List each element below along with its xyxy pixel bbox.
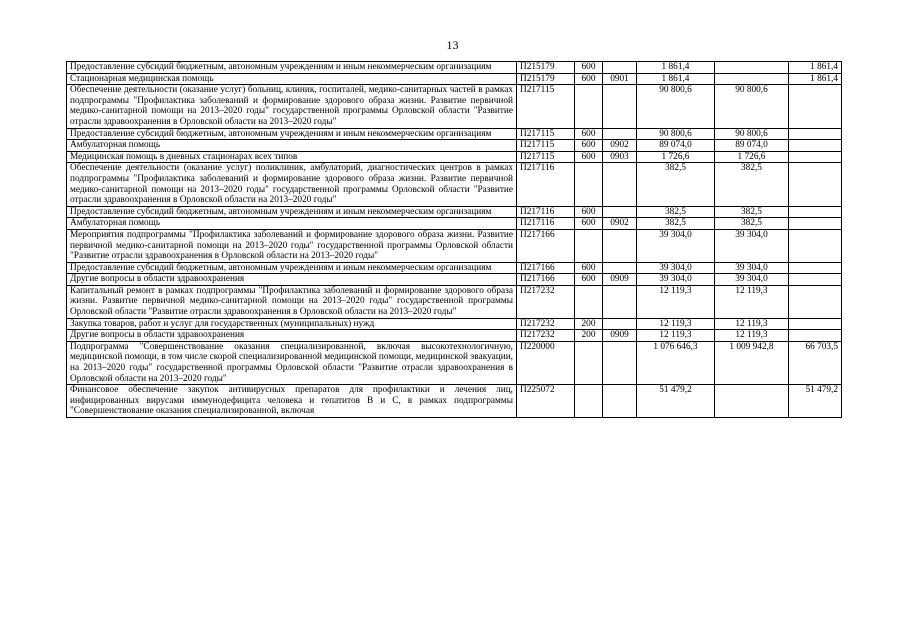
- row-description: Обеспечение деятельности (оказание услуг) больниц, клиник, госпиталей, медико-санитарных частей в рамках подпрограммы "Профилактика заболеваний и формирование здорового образа жизни. Развитие первичной медико-санитарной помощи на 2013–2020 годы" государственной программы Орловской области "Развитие отрасли здравоохранения в Орловской области на 2013–2020 годы": [67, 85, 517, 128]
- regional-amount: 89 074,0: [715, 140, 789, 152]
- row-description: Предоставление субсидий бюджетным, автономным учреждениям и иным некоммерческим организациям: [67, 262, 517, 274]
- table-row: [67, 218, 842, 230]
- table-row: [67, 341, 842, 384]
- federal-amount: 66 703,5: [789, 341, 842, 384]
- target-article-code: П215179: [517, 73, 575, 85]
- target-article-code: П217116: [517, 218, 575, 230]
- table-row: [67, 229, 842, 262]
- total-amount: 382,5: [637, 206, 715, 218]
- table-row: [67, 140, 842, 152]
- table-row: [67, 206, 842, 218]
- expense-type-code: 600: [575, 73, 603, 85]
- regional-amount: 1 009 942,8: [715, 341, 789, 384]
- regional-amount: 39 304,0: [715, 229, 789, 262]
- row-description: Мероприятия подпрограммы "Профилактика заболеваний и формирование здорового образа жизни. Развитие первичной медико-санитарной помощи на 2013–2020 годы" государственной программы Орловской области "Развитие отрасли здравоохранения в Орловской области на 2013–2020 годы": [67, 229, 517, 262]
- target-article-code: П217115: [517, 85, 575, 128]
- row-description: Медицинская помощь в дневных стационарах всех типов: [67, 151, 517, 163]
- total-amount: 12 119,3: [637, 330, 715, 342]
- federal-amount: [789, 274, 842, 286]
- regional-amount: 90 800,6: [715, 128, 789, 140]
- regional-amount: [715, 62, 789, 74]
- expense-type-code: 600: [575, 218, 603, 230]
- page-number: 13: [446, 38, 459, 52]
- section-code: 0901: [603, 73, 637, 85]
- row-description: Закупка товаров, работ и услуг для государственных (муниципальных) нужд: [67, 318, 517, 330]
- row-description: Другие вопросы в области здравоохранения: [67, 330, 517, 342]
- total-amount: 1 861,4: [637, 73, 715, 85]
- section-code: [603, 128, 637, 140]
- table-row: [67, 318, 842, 330]
- federal-amount: [789, 262, 842, 274]
- regional-amount: 382,5: [715, 163, 789, 206]
- table-row: [67, 85, 842, 128]
- federal-amount: [789, 163, 842, 206]
- total-amount: 39 304,0: [637, 262, 715, 274]
- federal-amount: [789, 85, 842, 128]
- target-article-code: П217166: [517, 274, 575, 286]
- expense-type-code: [575, 385, 603, 418]
- section-code: [603, 163, 637, 206]
- target-article-code: П225072: [517, 385, 575, 418]
- federal-amount: 1 861,4: [789, 73, 842, 85]
- row-description: Стационарная медицинская помощь: [67, 73, 517, 85]
- table-row: [67, 274, 842, 286]
- total-amount: 12 119,3: [637, 285, 715, 318]
- section-code: 0902: [603, 218, 637, 230]
- target-article-code: П217115: [517, 128, 575, 140]
- federal-amount: [789, 285, 842, 318]
- table-row: [67, 128, 842, 140]
- expense-type-code: [575, 163, 603, 206]
- row-description: Предоставление субсидий бюджетным, автономным учреждениям и иным некоммерческим организациям: [67, 62, 517, 74]
- expense-type-code: [575, 85, 603, 128]
- target-article-code: П220000: [517, 341, 575, 384]
- row-description: Амбулаторная помощь: [67, 140, 517, 152]
- target-article-code: П217166: [517, 262, 575, 274]
- row-description: Предоставление субсидий бюджетным, автономным учреждениям и иным некоммерческим организациям: [67, 206, 517, 218]
- federal-amount: 1 861,4: [789, 62, 842, 74]
- federal-amount: 51 479,2: [789, 385, 842, 418]
- federal-amount: [789, 140, 842, 152]
- regional-amount: 90 800,6: [715, 85, 789, 128]
- target-article-code: П217232: [517, 285, 575, 318]
- regional-amount: 1 726,6: [715, 151, 789, 163]
- section-code: [603, 341, 637, 384]
- section-code: [603, 262, 637, 274]
- total-amount: 382,5: [637, 218, 715, 230]
- expense-type-code: [575, 229, 603, 262]
- expense-type-code: 600: [575, 274, 603, 286]
- expense-type-code: 600: [575, 151, 603, 163]
- target-article-code: П217115: [517, 140, 575, 152]
- expense-type-code: 600: [575, 262, 603, 274]
- regional-amount: [715, 385, 789, 418]
- expense-type-code: [575, 341, 603, 384]
- row-description: Другие вопросы в области здравоохранения: [67, 274, 517, 286]
- regional-amount: 39 304,0: [715, 262, 789, 274]
- row-description: Предоставление субсидий бюджетным, автономным учреждениям и иным некоммерческим организациям: [67, 128, 517, 140]
- section-code: 0909: [603, 274, 637, 286]
- target-article-code: П217166: [517, 229, 575, 262]
- section-code: 0903: [603, 151, 637, 163]
- federal-amount: [789, 218, 842, 230]
- target-article-code: П217232: [517, 330, 575, 342]
- total-amount: 89 074,0: [637, 140, 715, 152]
- section-code: 0902: [603, 140, 637, 152]
- total-amount: 39 304,0: [637, 274, 715, 286]
- target-article-code: П215179: [517, 62, 575, 74]
- total-amount: 90 800,6: [637, 85, 715, 128]
- section-code: [603, 62, 637, 74]
- table-row: [67, 330, 842, 342]
- target-article-code: П217115: [517, 151, 575, 163]
- total-amount: 1 076 646,3: [637, 341, 715, 384]
- total-amount: 1 861,4: [637, 62, 715, 74]
- row-description: Капитальный ремонт в рамках подпрограммы "Профилактика заболеваний и формирование здорового образа жизни. Развитие первичной медико-санитарной помощи на 2013–2020 годы" государственной программы Орловской области "Развитие отрасли здравоохранения в Орловской области на 2013–2020 годы": [67, 285, 517, 318]
- federal-amount: [789, 206, 842, 218]
- table-row: [67, 62, 842, 74]
- target-article-code: П217116: [517, 163, 575, 206]
- target-article-code: П217116: [517, 206, 575, 218]
- row-description: Финансовое обеспечение закупок антивирусных препаратов для профилактики и лечения лиц, инфицированных вирусами иммунодефицита человека и гепатитов В и С, в рамках подпрограммы "Совершенствование оказания специализированной, включая: [67, 385, 517, 418]
- table-row: [67, 285, 842, 318]
- expense-type-code: 600: [575, 206, 603, 218]
- expense-type-code: 200: [575, 330, 603, 342]
- section-code: [603, 206, 637, 218]
- federal-amount: [789, 128, 842, 140]
- total-amount: 12 119,3: [637, 318, 715, 330]
- total-amount: 39 304,0: [637, 229, 715, 262]
- section-code: [603, 318, 637, 330]
- total-amount: 1 726,6: [637, 151, 715, 163]
- federal-amount: [789, 318, 842, 330]
- table-row: [67, 385, 842, 418]
- table-row: [67, 73, 842, 85]
- federal-amount: [789, 229, 842, 262]
- federal-amount: [789, 330, 842, 342]
- total-amount: 382,5: [637, 163, 715, 206]
- total-amount: 51 479,2: [637, 385, 715, 418]
- section-code: 0909: [603, 330, 637, 342]
- regional-amount: [715, 73, 789, 85]
- regional-amount: 12 119,3: [715, 285, 789, 318]
- row-description: Подпрограмма "Совершенствование оказания специализированной, включая высокотехнологичную, медицинской помощи, в том числе скорой специализированной медицинской помощи, медицинской эвакуации, на 2013–2020 годы" государственной программы Орловской области "Развитие отрасли здравоохранения в Орловской области на 2013–2020 годы": [67, 341, 517, 384]
- expense-type-code: 200: [575, 318, 603, 330]
- regional-amount: 12 119,3: [715, 330, 789, 342]
- section-code: [603, 229, 637, 262]
- section-code: [603, 385, 637, 418]
- expense-type-code: [575, 285, 603, 318]
- section-code: [603, 85, 637, 128]
- budget-table: [66, 61, 842, 418]
- regional-amount: 12 119,3: [715, 318, 789, 330]
- expense-type-code: 600: [575, 62, 603, 74]
- expense-type-code: 600: [575, 140, 603, 152]
- section-code: [603, 285, 637, 318]
- target-article-code: П217232: [517, 318, 575, 330]
- table-row: [67, 262, 842, 274]
- row-description: Амбулаторная помощь: [67, 218, 517, 230]
- regional-amount: 382,5: [715, 206, 789, 218]
- row-description: Обеспечение деятельности (оказание услуг) поликлиник, амбулаторий, диагностических центров в рамках подпрограммы "Профилактика заболеваний и формирование здорового образа жизни. Развитие первичной медико-санитарной помощи на 2013–2020 годы" государственной программы Орловской области "Развитие отрасли здравоохранения в Орловской области на 2013–2020 годы": [67, 163, 517, 206]
- table-row: [67, 151, 842, 163]
- expense-type-code: 600: [575, 128, 603, 140]
- regional-amount: 39 304,0: [715, 274, 789, 286]
- regional-amount: 382,5: [715, 218, 789, 230]
- federal-amount: [789, 151, 842, 163]
- total-amount: 90 800,6: [637, 128, 715, 140]
- table-row: [67, 163, 842, 206]
